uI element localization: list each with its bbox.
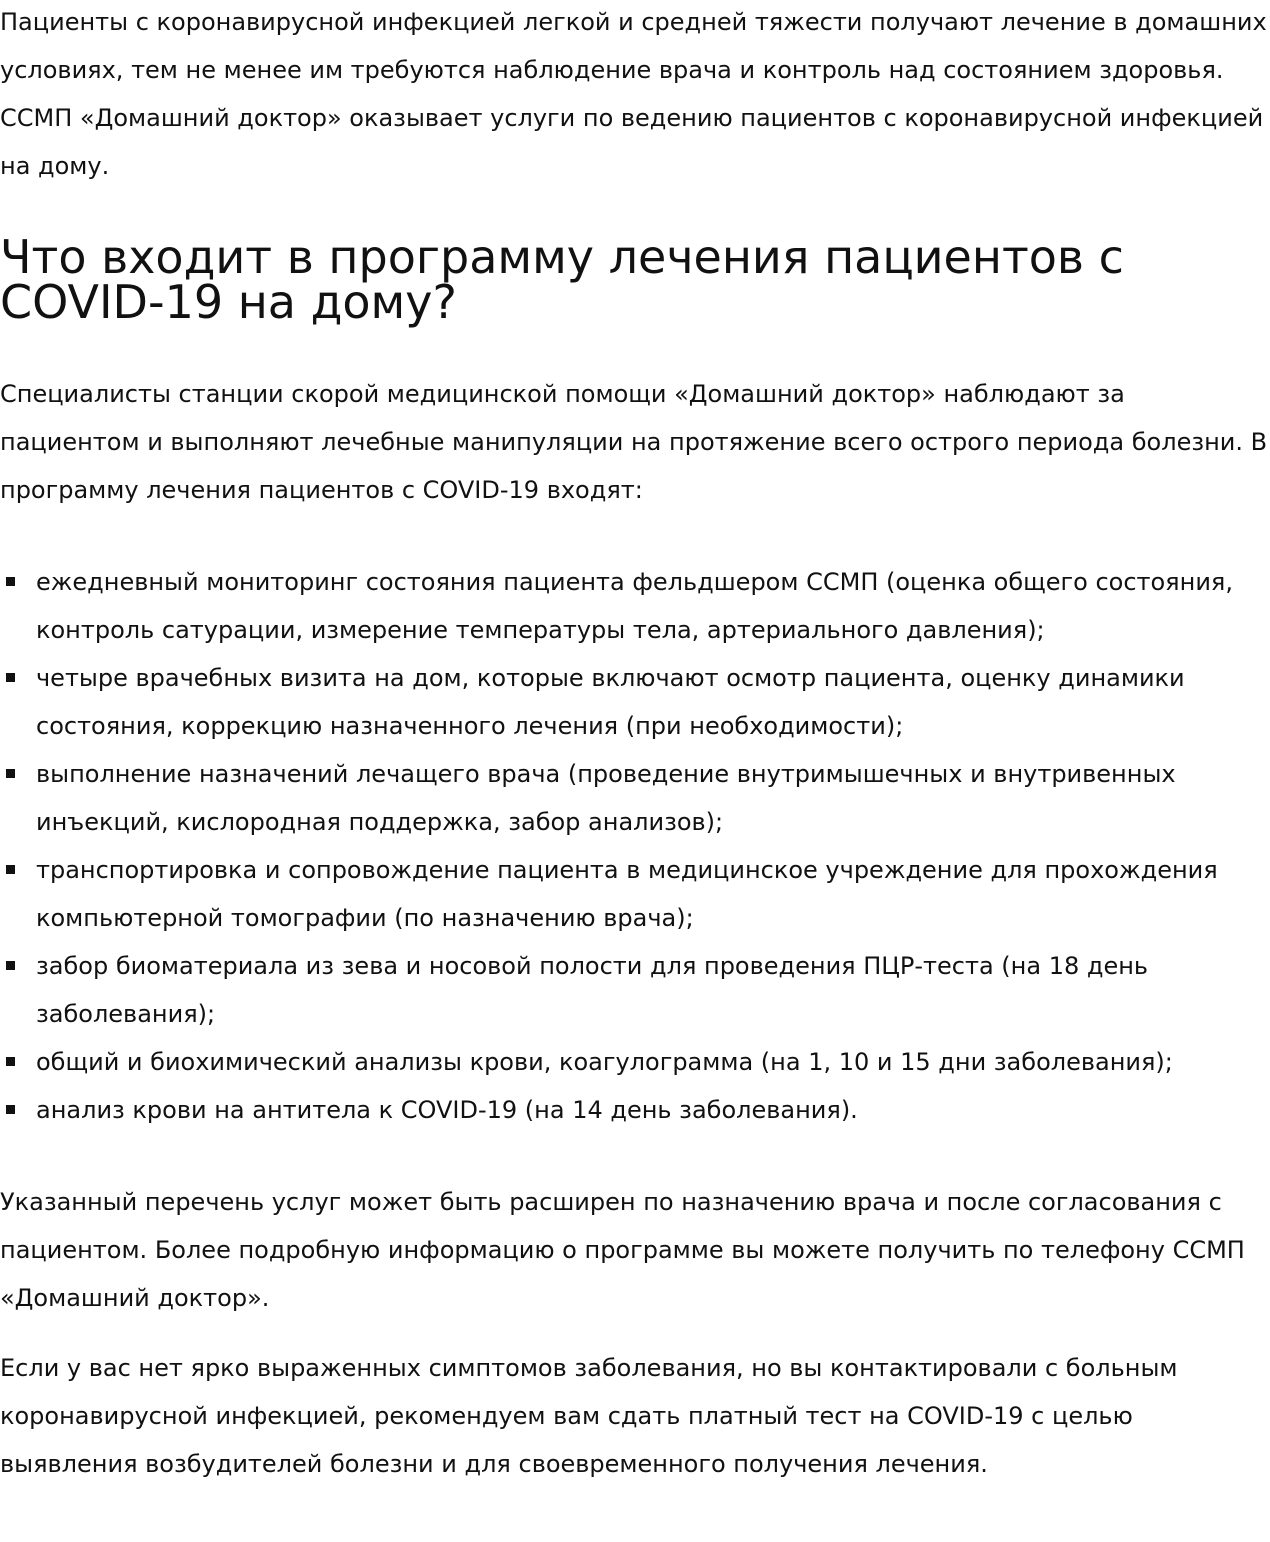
list-item-text: забор биоматериала из зева и носовой полости для проведения ПЦР-теста (на 18 день заболевания); <box>36 952 1149 1028</box>
square-bullet-icon <box>6 577 15 586</box>
list-item-text: транспортировка и сопровождение пациента в медицинское учреждение для прохождения компьютерной томографии (по назначению врача); <box>36 856 1218 932</box>
extension-note-paragraph: Указанный перечень услуг может быть расширен по назначению врача и после согласования с пациентом. Более подробную информацию о программе вы можете получить по телефону ССМП «Домашний доктор». <box>0 1188 1245 1312</box>
square-bullet-icon <box>6 1057 15 1066</box>
list-item-text: четыре врачебных визита на дом, которые включают осмотр пациента, оценку динамики состояния, коррекцию назначенного лечения (при необходимости); <box>36 664 1185 740</box>
square-bullet-icon <box>6 961 15 970</box>
section-heading: Что входит в программу лечения пациентов с COVID-19 на дому? <box>0 230 1124 329</box>
list-item <box>0 1086 1270 1134</box>
list-item <box>0 558 1270 654</box>
program-items-list <box>0 558 1270 1134</box>
intro-paragraph: Пациенты с коронавирусной инфекцией легкой и средней тяжести получают лечение в домашних условиях, тем не менее им требуются наблюдение врача и контроль над состоянием здоровья. ССМП «Домашний доктор» оказывает услуги по ведению пациентов с коронавирусной инфекцией на дому. <box>0 8 1267 180</box>
list-item <box>0 1038 1270 1086</box>
list-item-text: ежедневный мониторинг состояния пациента фельдшером ССМП (оценка общего состояния, контроль сатурации, измерение температуры тела, артериального давления); <box>36 568 1233 644</box>
test-recommendation-paragraph: Если у вас нет ярко выраженных симптомов заболевания, но вы контактировали с больным коронавирусной инфекцией, рекомендуем вам сдать платный тест на COVID-19 с целью выявления возбудителей болезни и для своевременного получения лечения. <box>0 1354 1178 1478</box>
list-item-text: общий и биохимический анализы крови, коагулограмма (на 1, 10 и 15 дни заболевания); <box>36 1048 1173 1076</box>
list-item <box>0 942 1270 1038</box>
list-item-text: выполнение назначений лечащего врача (проведение внутримышечных и внутривенных инъекций, кислородная поддержка, забор анализов); <box>36 760 1176 836</box>
list-item <box>0 654 1270 750</box>
list-item <box>0 846 1270 942</box>
square-bullet-icon <box>6 673 15 682</box>
section-intro-paragraph: Специалисты станции скорой медицинской помощи «Домашний доктор» наблюдают за пациентом и выполняют лечебные манипуляции на протяжение всего острого периода болезни. В программу лечения пациентов с COVID-19 входят: <box>0 380 1268 504</box>
square-bullet-icon <box>6 865 15 874</box>
square-bullet-icon <box>6 769 15 778</box>
square-bullet-icon <box>6 1105 15 1114</box>
list-item <box>0 750 1270 846</box>
list-item-text: анализ крови на антитела к COVID-19 (на 14 день заболевания). <box>36 1096 858 1124</box>
